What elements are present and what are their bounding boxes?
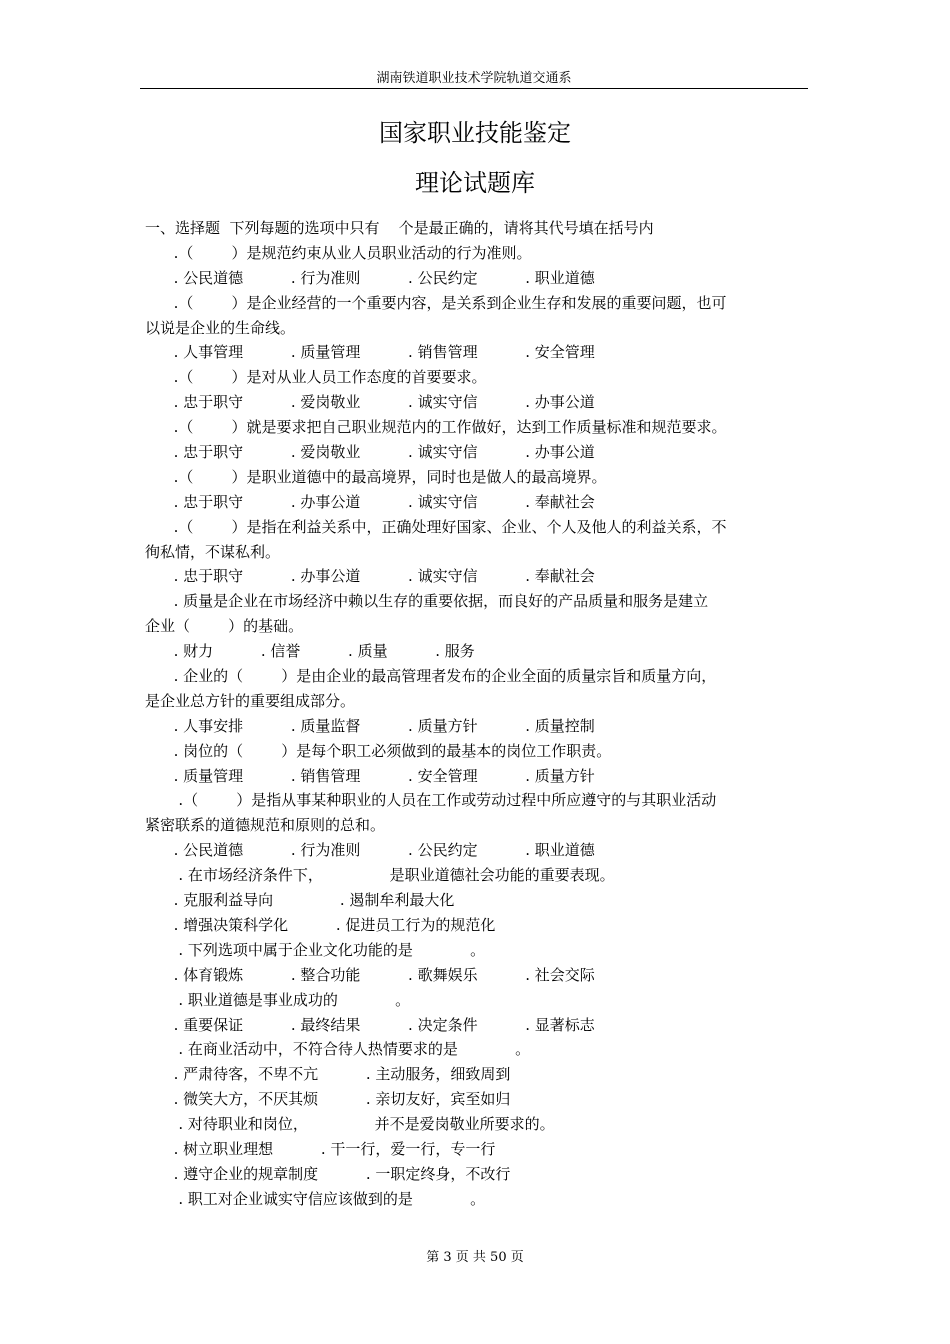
text-line: . 岗位的（ ）是每个职工必须做到的最基本的岗位工作职责。 bbox=[145, 741, 612, 760]
text-line: . 质量管理 . 销售管理 . 安全管理 . 质量方针 bbox=[145, 766, 595, 785]
section-heading: 一、选择题 下列每题的选项中只有 个是最正确的，请将其代号填在括号内 bbox=[145, 219, 654, 237]
main-title: 国家职业技能鉴定 bbox=[379, 119, 571, 147]
text-line: .（ ）是规范约束从业人员职业活动的行为准则。 bbox=[145, 243, 532, 262]
text-line: .（ ）是对从业人员工作态度的首要要求。 bbox=[145, 368, 487, 387]
text-line: . 公民道德 . 行为准则 . 公民约定 . 职业道德 bbox=[145, 841, 595, 860]
sub-title: 理论试题库 bbox=[415, 169, 535, 197]
text-line: 企业（ ）的基础。 bbox=[145, 617, 304, 636]
text-line: . 忠于职守 . 办事公道 . 诚实守信 . 奉献社会 bbox=[145, 567, 595, 586]
text-line: . 增强决策科学化 . 促进员工行为的规范化 bbox=[145, 915, 496, 934]
text-line: . 人事管理 . 质量管理 . 销售管理 . 安全管理 bbox=[145, 343, 595, 362]
running-header: 湖南铁道职业技术学院轨道交通系 bbox=[376, 71, 572, 86]
text-line: .（ ）是指从事某种职业的人员在工作或劳动过程中所应遵守的与其职业活动 bbox=[145, 791, 717, 810]
text-line: . 微笑大方，不厌其烦 . 亲切友好，宾至如归 bbox=[145, 1090, 511, 1109]
text-line: . 忠于职守 . 爱岗敬业 . 诚实守信 . 办事公道 bbox=[145, 443, 595, 462]
text-line: . 树立职业理想 . 干一行，爱一行，专一行 bbox=[145, 1139, 496, 1158]
text-line: . 人事安排 . 质量监督 . 质量方针 . 质量控制 bbox=[145, 716, 595, 735]
text-line: . 职业道德是事业成功的 。 bbox=[145, 990, 411, 1009]
text-line: . 体育锻炼 . 整合功能 . 歌舞娱乐 . 社会交际 bbox=[145, 965, 595, 984]
text-line: . 企业的（ ）是由企业的最高管理者发布的企业全面的质量宗旨和质量方向， bbox=[145, 667, 717, 686]
text-line: 以说是企业的生命线。 bbox=[145, 318, 296, 337]
text-line: . 公民道德 . 行为准则 . 公民约定 . 职业道德 bbox=[145, 268, 595, 287]
text-line: 是企业总方针的重要组成部分。 bbox=[145, 691, 356, 710]
text-line: . 克服利益导向 . 遏制牟利最大化 bbox=[145, 891, 455, 910]
text-line: 徇私情，不谋私利。 bbox=[145, 542, 281, 561]
header-rule bbox=[140, 88, 808, 89]
text-line: . 重要保证 . 最终结果 . 决定条件 . 显著标志 bbox=[145, 1015, 595, 1034]
page-footer: 第 3 页 共 50 页 bbox=[426, 1250, 524, 1265]
text-line: . 质量是企业在市场经济中赖以生存的重要依据，而良好的产品质量和服务是建立 bbox=[145, 592, 709, 611]
text-line: . 忠于职守 . 办事公道 . 诚实守信 . 奉献社会 bbox=[145, 492, 595, 511]
text-line: . 严肃待客，不卑不亢 . 主动服务，细致周到 bbox=[145, 1065, 511, 1084]
text-line: . 职工对企业诚实守信应该做到的是 。 bbox=[145, 1189, 486, 1208]
question-body bbox=[145, 216, 805, 1212]
text-line: .（ ）是职业道德中的最高境界，同时也是做人的最高境界。 bbox=[145, 467, 607, 486]
text-line: .（ ）是企业经营的一个重要内容，是关系到企业生存和发展的重要问题，也可 bbox=[145, 293, 727, 312]
text-line: . 在市场经济条件下， 是职业道德社会功能的重要表现。 bbox=[145, 866, 615, 885]
text-line: . 财力 . 信誉 . 质量 . 服务 bbox=[145, 642, 475, 661]
text-line: . 下列选项中属于企业文化功能的是 。 bbox=[145, 940, 486, 959]
text-line: . 遵守企业的规章制度 . 一职定终身，不改行 bbox=[145, 1164, 511, 1183]
text-line: 紧密联系的道德规范和原则的总和。 bbox=[145, 816, 386, 835]
text-line: .（ ）就是要求把自己职业规范内的工作做好，达到工作质量标准和规范要求。 bbox=[145, 418, 727, 437]
text-line: .（ ）是指在利益关系中，正确处理好国家、企业、个人及他人的利益关系，不 bbox=[145, 517, 727, 536]
text-line: . 对待职业和岗位， 并不是爱岗敬业所要求的。 bbox=[145, 1115, 555, 1134]
text-line: . 忠于职守 . 爱岗敬业 . 诚实守信 . 办事公道 bbox=[145, 393, 595, 412]
text-line: . 在商业活动中，不符合待人热情要求的是 。 bbox=[145, 1040, 531, 1059]
